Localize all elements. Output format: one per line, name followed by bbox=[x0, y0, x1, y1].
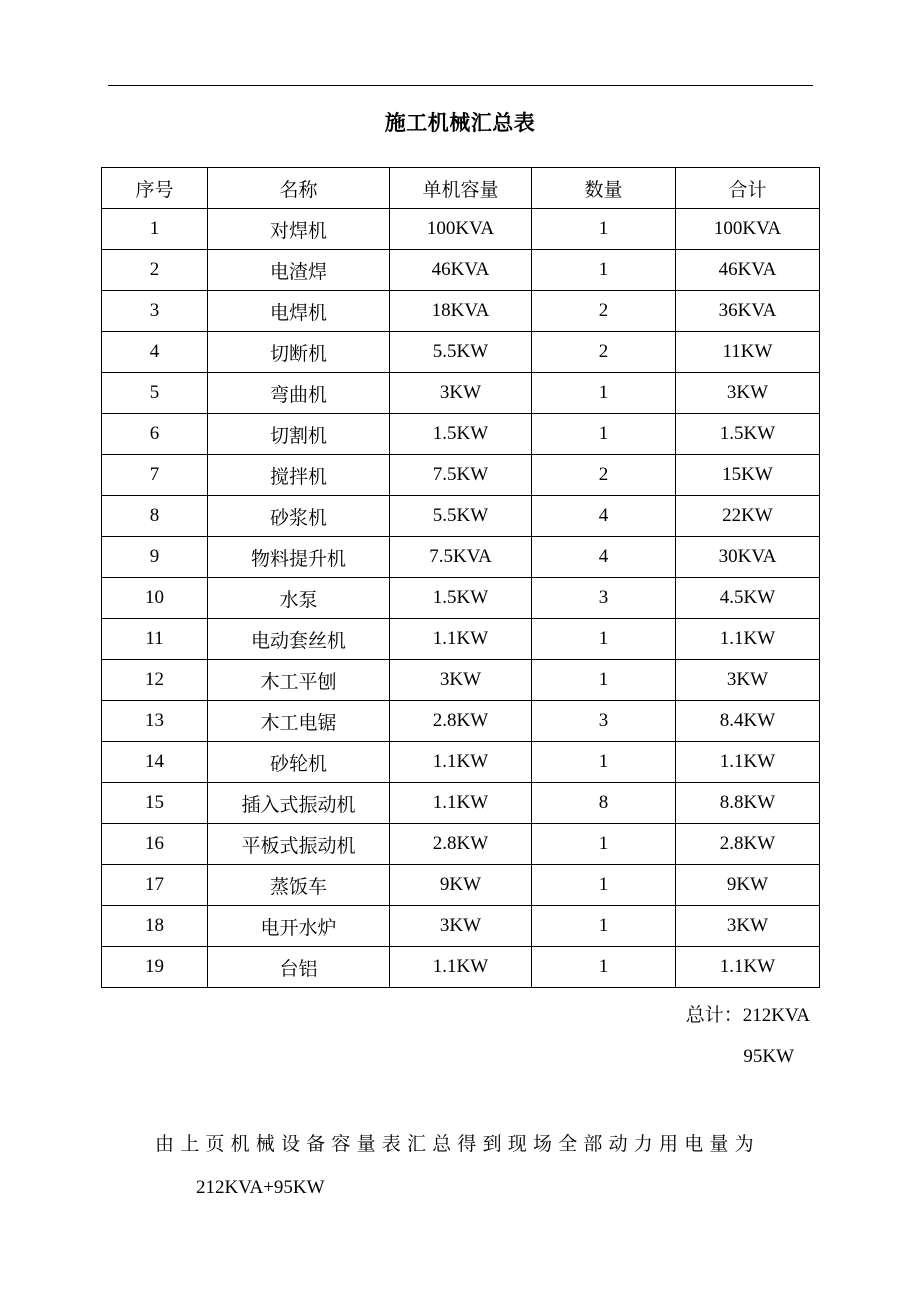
cell-total: 3KW bbox=[676, 373, 820, 414]
cell-name: 物料提升机 bbox=[208, 537, 390, 578]
cell-unit-capacity: 3KW bbox=[390, 660, 532, 701]
cell-unit-capacity: 1.1KW bbox=[390, 619, 532, 660]
grand-total-label: 总计： bbox=[685, 1004, 743, 1026]
cell-total: 100KVA bbox=[676, 209, 820, 250]
cell-index: 18 bbox=[102, 906, 208, 947]
table-row bbox=[102, 332, 820, 373]
cell-quantity: 1 bbox=[532, 906, 676, 947]
table-row bbox=[102, 783, 820, 824]
cell-unit-capacity: 100KVA bbox=[390, 209, 532, 250]
cell-quantity: 1 bbox=[532, 742, 676, 783]
grand-total-kva bbox=[686, 1000, 810, 1031]
cell-total: 2.8KW bbox=[676, 824, 820, 865]
cell-unit-capacity: 18KVA bbox=[390, 291, 532, 332]
cell-index: 13 bbox=[102, 701, 208, 742]
cell-total: 8.8KW bbox=[676, 783, 820, 824]
cell-index: 11 bbox=[102, 619, 208, 660]
cell-quantity: 1 bbox=[532, 619, 676, 660]
table-row bbox=[102, 291, 820, 332]
header-name: 名称 bbox=[208, 168, 390, 209]
cell-unit-capacity: 1.5KW bbox=[390, 414, 532, 455]
cell-name: 砂轮机 bbox=[208, 742, 390, 783]
cell-index: 7 bbox=[102, 455, 208, 496]
cell-total: 1.1KW bbox=[676, 742, 820, 783]
header-total: 合计 bbox=[676, 168, 820, 209]
cell-unit-capacity: 2.8KW bbox=[390, 824, 532, 865]
equipment-summary-table bbox=[101, 167, 820, 988]
cell-index: 2 bbox=[102, 250, 208, 291]
cell-total: 1.5KW bbox=[676, 414, 820, 455]
cell-unit-capacity: 1.1KW bbox=[390, 742, 532, 783]
cell-quantity: 2 bbox=[532, 291, 676, 332]
cell-index: 3 bbox=[102, 291, 208, 332]
cell-index: 4 bbox=[102, 332, 208, 373]
cell-name: 台铝 bbox=[208, 947, 390, 988]
table-row bbox=[102, 619, 820, 660]
table-row bbox=[102, 742, 820, 783]
cell-unit-capacity: 5.5KW bbox=[390, 332, 532, 373]
cell-index: 19 bbox=[102, 947, 208, 988]
table-row bbox=[102, 496, 820, 537]
header-index: 序号 bbox=[102, 168, 208, 209]
cell-index: 15 bbox=[102, 783, 208, 824]
header-unit-capacity: 单机容量 bbox=[390, 168, 532, 209]
cell-index: 14 bbox=[102, 742, 208, 783]
cell-name: 弯曲机 bbox=[208, 373, 390, 414]
table-body bbox=[102, 209, 820, 988]
cell-unit-capacity: 2.8KW bbox=[390, 701, 532, 742]
cell-name: 对焊机 bbox=[208, 209, 390, 250]
cell-quantity: 1 bbox=[532, 660, 676, 701]
cell-index: 1 bbox=[102, 209, 208, 250]
cell-total: 46KVA bbox=[676, 250, 820, 291]
cell-quantity: 2 bbox=[532, 332, 676, 373]
cell-index: 17 bbox=[102, 865, 208, 906]
cell-unit-capacity: 3KW bbox=[390, 906, 532, 947]
cell-total: 8.4KW bbox=[676, 701, 820, 742]
cell-name: 木工电锯 bbox=[208, 701, 390, 742]
cell-name: 平板式振动机 bbox=[208, 824, 390, 865]
cell-total: 4.5KW bbox=[676, 578, 820, 619]
cell-name: 木工平刨 bbox=[208, 660, 390, 701]
cell-quantity: 1 bbox=[532, 250, 676, 291]
table-row bbox=[102, 537, 820, 578]
cell-index: 8 bbox=[102, 496, 208, 537]
table-row bbox=[102, 824, 820, 865]
cell-quantity: 3 bbox=[532, 578, 676, 619]
cell-index: 16 bbox=[102, 824, 208, 865]
summary-paragraph: 由上页机械设备容量表汇总得到现场全部动力用电量为 bbox=[155, 1133, 760, 1155]
cell-total: 9KW bbox=[676, 865, 820, 906]
grand-total-kw: 95KW bbox=[743, 1046, 794, 1067]
cell-index: 12 bbox=[102, 660, 208, 701]
cell-total: 15KW bbox=[676, 455, 820, 496]
cell-name: 插入式振动机 bbox=[208, 783, 390, 824]
cell-total: 11KW bbox=[676, 332, 820, 373]
cell-name: 切断机 bbox=[208, 332, 390, 373]
cell-unit-capacity: 46KVA bbox=[390, 250, 532, 291]
cell-index: 6 bbox=[102, 414, 208, 455]
cell-unit-capacity: 1.5KW bbox=[390, 578, 532, 619]
cell-unit-capacity: 9KW bbox=[390, 865, 532, 906]
cell-name: 蒸饭车 bbox=[208, 865, 390, 906]
cell-total: 22KW bbox=[676, 496, 820, 537]
cell-unit-capacity: 5.5KW bbox=[390, 496, 532, 537]
cell-name: 砂浆机 bbox=[208, 496, 390, 537]
table-row bbox=[102, 578, 820, 619]
table-row bbox=[102, 660, 820, 701]
cell-unit-capacity: 1.1KW bbox=[390, 783, 532, 824]
table-row bbox=[102, 455, 820, 496]
cell-total: 1.1KW bbox=[676, 947, 820, 988]
table-row bbox=[102, 250, 820, 291]
table-row bbox=[102, 701, 820, 742]
cell-index: 5 bbox=[102, 373, 208, 414]
cell-name: 电渣焊 bbox=[208, 250, 390, 291]
table-row bbox=[102, 906, 820, 947]
document-title: 施工机械汇总表 bbox=[384, 111, 536, 135]
table-header-row bbox=[102, 168, 820, 209]
cell-index: 10 bbox=[102, 578, 208, 619]
table-row bbox=[102, 414, 820, 455]
cell-total: 3KW bbox=[676, 906, 820, 947]
cell-total: 3KW bbox=[676, 660, 820, 701]
cell-name: 电焊机 bbox=[208, 291, 390, 332]
cell-quantity: 2 bbox=[532, 455, 676, 496]
cell-unit-capacity: 7.5KW bbox=[390, 455, 532, 496]
cell-quantity: 1 bbox=[532, 373, 676, 414]
cell-total: 36KVA bbox=[676, 291, 820, 332]
cell-quantity: 3 bbox=[532, 701, 676, 742]
cell-name: 电动套丝机 bbox=[208, 619, 390, 660]
header-rule bbox=[108, 85, 813, 86]
table-row bbox=[102, 947, 820, 988]
cell-quantity: 4 bbox=[532, 496, 676, 537]
cell-name: 水泵 bbox=[208, 578, 390, 619]
header-quantity: 数量 bbox=[532, 168, 676, 209]
cell-quantity: 1 bbox=[532, 414, 676, 455]
cell-name: 电开水炉 bbox=[208, 906, 390, 947]
cell-quantity: 1 bbox=[532, 865, 676, 906]
cell-quantity: 1 bbox=[532, 947, 676, 988]
cell-quantity: 1 bbox=[532, 209, 676, 250]
cell-name: 搅拌机 bbox=[208, 455, 390, 496]
table-row bbox=[102, 209, 820, 250]
grand-total-kva-value: 212KVA bbox=[742, 1005, 810, 1026]
cell-index: 9 bbox=[102, 537, 208, 578]
cell-unit-capacity: 3KW bbox=[390, 373, 532, 414]
cell-quantity: 8 bbox=[532, 783, 676, 824]
cell-quantity: 1 bbox=[532, 824, 676, 865]
table-row bbox=[102, 373, 820, 414]
cell-total: 1.1KW bbox=[676, 619, 820, 660]
table-row bbox=[102, 865, 820, 906]
summary-power-total: 212KVA+95KW bbox=[196, 1177, 325, 1198]
cell-unit-capacity: 1.1KW bbox=[390, 947, 532, 988]
cell-name: 切割机 bbox=[208, 414, 390, 455]
cell-unit-capacity: 7.5KVA bbox=[390, 537, 532, 578]
cell-quantity: 4 bbox=[532, 537, 676, 578]
cell-total: 30KVA bbox=[676, 537, 820, 578]
